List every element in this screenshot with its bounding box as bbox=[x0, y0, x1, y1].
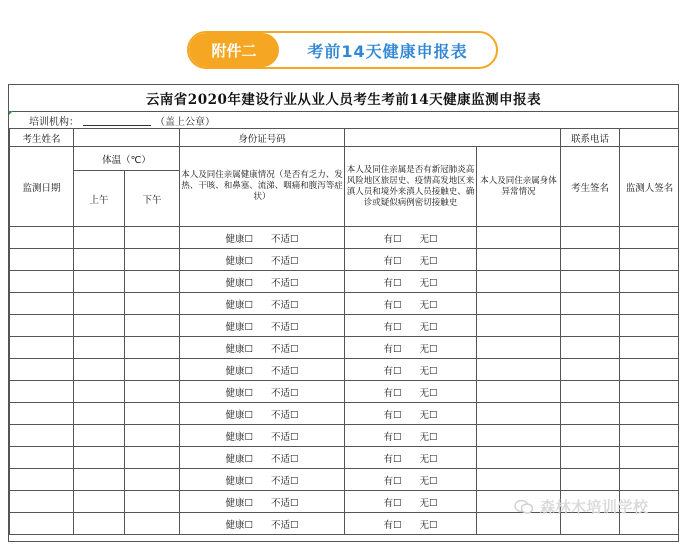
morning-temp-cell[interactable] bbox=[74, 491, 125, 513]
afternoon-temp-cell[interactable] bbox=[125, 249, 180, 271]
date-cell[interactable] bbox=[10, 359, 74, 381]
student-signature-cell[interactable] bbox=[561, 337, 620, 359]
unwell-checkbox[interactable]: 不适☐ bbox=[271, 277, 299, 289]
id-number-label: 身份证号码 bbox=[180, 129, 345, 147]
exposure-yes-checkbox[interactable]: 有☐ bbox=[383, 343, 402, 355]
date-cell[interactable] bbox=[10, 447, 74, 469]
cell-corner-marker bbox=[9, 111, 13, 115]
exposure-cell bbox=[345, 337, 477, 359]
health-status-cell bbox=[180, 381, 345, 403]
unwell-checkbox[interactable]: 不适☐ bbox=[271, 343, 299, 355]
candidate-info-row bbox=[10, 129, 680, 147]
morning-temp-cell[interactable] bbox=[74, 447, 125, 469]
abnormal-cell[interactable] bbox=[477, 337, 561, 359]
health-status-cell bbox=[180, 491, 345, 513]
morning-temp-cell[interactable] bbox=[74, 469, 125, 491]
morning-temp-cell[interactable] bbox=[74, 381, 125, 403]
afternoon-temp-cell[interactable] bbox=[125, 337, 180, 359]
abnormal-cell[interactable] bbox=[477, 359, 561, 381]
monitor-signature-cell[interactable] bbox=[620, 315, 680, 337]
official-seal-note: （盖上公章） bbox=[155, 116, 215, 128]
monitor-row bbox=[10, 249, 680, 271]
attachment-tag: 附件二 bbox=[189, 33, 279, 67]
exposure-cell bbox=[345, 469, 477, 491]
date-cell[interactable] bbox=[10, 469, 74, 491]
health-status-cell bbox=[180, 403, 345, 425]
monitor-signature-cell[interactable] bbox=[620, 293, 680, 315]
exposure-yes-checkbox[interactable]: 有☐ bbox=[383, 497, 402, 509]
exposure-cell bbox=[345, 249, 477, 271]
afternoon-temp-cell[interactable] bbox=[125, 403, 180, 425]
healthy-checkbox[interactable]: 健康☐ bbox=[225, 233, 253, 245]
abnormal-cell[interactable] bbox=[477, 403, 561, 425]
health-status-cell bbox=[180, 469, 345, 491]
monitor-signature-cell[interactable] bbox=[620, 271, 680, 293]
exposure-yes-checkbox[interactable]: 有☐ bbox=[383, 255, 402, 267]
date-cell[interactable] bbox=[10, 293, 74, 315]
student-signature-cell[interactable] bbox=[561, 271, 620, 293]
healthy-checkbox[interactable]: 健康☐ bbox=[225, 321, 253, 333]
abnormal-cell[interactable] bbox=[477, 315, 561, 337]
exposure-yes-checkbox[interactable]: 有☐ bbox=[383, 233, 402, 245]
candidate-name-label: 考生姓名 bbox=[10, 129, 74, 147]
exposure-cell bbox=[345, 491, 477, 513]
healthy-checkbox[interactable]: 健康☐ bbox=[225, 453, 253, 465]
exposure-yes-checkbox[interactable]: 有☐ bbox=[383, 431, 402, 443]
student-signature-cell[interactable] bbox=[561, 469, 620, 491]
training-org-label: 培训机构： bbox=[29, 116, 79, 128]
exposure-cell bbox=[345, 381, 477, 403]
monitor-date-header: 监测日期 bbox=[10, 147, 74, 227]
monitor-signature-cell[interactable] bbox=[620, 469, 680, 491]
exposure-no-checkbox[interactable]: 无☐ bbox=[419, 453, 438, 465]
health-status-cell bbox=[180, 227, 345, 249]
exposure-cell bbox=[345, 513, 477, 535]
monitor-row bbox=[10, 227, 680, 249]
healthy-checkbox[interactable]: 健康☐ bbox=[225, 519, 253, 531]
watermark-text: 森林木培训学校 bbox=[540, 498, 649, 516]
unwell-checkbox[interactable]: 不适☐ bbox=[271, 233, 299, 245]
unwell-checkbox[interactable]: 不适☐ bbox=[271, 497, 299, 509]
attachment-title: 考前14天健康申报表 bbox=[307, 41, 468, 61]
health-status-cell bbox=[180, 447, 345, 469]
afternoon-temp-cell[interactable] bbox=[125, 271, 180, 293]
student-signature-cell[interactable] bbox=[561, 403, 620, 425]
student-signature-cell[interactable] bbox=[561, 381, 620, 403]
health-report-form bbox=[8, 84, 679, 542]
afternoon-temp-cell[interactable] bbox=[125, 359, 180, 381]
afternoon-temp-cell[interactable] bbox=[125, 469, 180, 491]
unwell-checkbox[interactable]: 不适☐ bbox=[271, 519, 299, 531]
health-status-cell bbox=[180, 249, 345, 271]
afternoon-temp-cell[interactable] bbox=[125, 425, 180, 447]
candidate-name-field[interactable] bbox=[74, 129, 180, 147]
student-signature-cell[interactable] bbox=[561, 293, 620, 315]
exposure-no-checkbox[interactable]: 无☐ bbox=[419, 497, 438, 509]
exposure-yes-checkbox[interactable]: 有☐ bbox=[383, 277, 402, 289]
unwell-checkbox[interactable]: 不适☐ bbox=[271, 365, 299, 377]
monitor-signature-cell[interactable] bbox=[620, 403, 680, 425]
date-cell[interactable] bbox=[10, 425, 74, 447]
abnormal-cell[interactable] bbox=[477, 293, 561, 315]
phone-field[interactable] bbox=[620, 129, 680, 147]
unwell-checkbox[interactable]: 不适☐ bbox=[271, 475, 299, 487]
abnormal-cell[interactable] bbox=[477, 469, 561, 491]
exposure-no-checkbox[interactable]: 无☐ bbox=[419, 255, 438, 267]
morning-temp-cell[interactable] bbox=[74, 293, 125, 315]
monitor-signature-cell[interactable] bbox=[620, 249, 680, 271]
afternoon-header: 下午 bbox=[125, 171, 180, 227]
monitor-signature-cell[interactable] bbox=[620, 337, 680, 359]
student-signature-cell[interactable] bbox=[561, 315, 620, 337]
exposure-no-checkbox[interactable]: 无☐ bbox=[419, 431, 438, 443]
form-title: 云南省2020年建设行业从业人员考生考前14天健康监测申报表 bbox=[9, 85, 678, 112]
monitor-row bbox=[10, 359, 680, 381]
monitor-signature-cell[interactable] bbox=[620, 447, 680, 469]
morning-temp-cell[interactable] bbox=[74, 337, 125, 359]
monitor-row bbox=[10, 337, 680, 359]
date-cell[interactable] bbox=[10, 381, 74, 403]
exposure-yes-checkbox[interactable]: 有☐ bbox=[383, 299, 402, 311]
monitor-row bbox=[10, 271, 680, 293]
unwell-checkbox[interactable]: 不适☐ bbox=[271, 453, 299, 465]
healthy-checkbox[interactable]: 健康☐ bbox=[225, 409, 253, 421]
healthy-checkbox[interactable]: 健康☐ bbox=[225, 475, 253, 487]
afternoon-temp-cell[interactable] bbox=[125, 227, 180, 249]
student-signature-cell[interactable] bbox=[561, 359, 620, 381]
healthy-checkbox[interactable]: 健康☐ bbox=[225, 277, 253, 289]
health-status-cell bbox=[180, 293, 345, 315]
abnormal-condition-header: 本人及同住亲属身体异常情况 bbox=[477, 147, 561, 227]
abnormal-cell[interactable] bbox=[477, 381, 561, 403]
id-number-field[interactable] bbox=[345, 129, 561, 147]
afternoon-temp-cell[interactable] bbox=[125, 447, 180, 469]
exposure-no-checkbox[interactable]: 无☐ bbox=[419, 277, 438, 289]
exposure-cell bbox=[345, 271, 477, 293]
exposure-no-checkbox[interactable]: 无☐ bbox=[419, 321, 438, 333]
exposure-yes-checkbox[interactable]: 有☐ bbox=[383, 409, 402, 421]
header-row-1 bbox=[10, 147, 680, 171]
morning-temp-cell[interactable] bbox=[74, 425, 125, 447]
afternoon-temp-cell[interactable] bbox=[125, 513, 180, 535]
abnormal-cell[interactable] bbox=[477, 425, 561, 447]
morning-header: 上午 bbox=[74, 171, 125, 227]
monitor-signature-cell[interactable] bbox=[620, 359, 680, 381]
unwell-checkbox[interactable]: 不适☐ bbox=[271, 431, 299, 443]
monitor-row bbox=[10, 425, 680, 447]
exposure-yes-checkbox[interactable]: 有☐ bbox=[383, 519, 402, 531]
exposure-cell bbox=[345, 403, 477, 425]
healthy-checkbox[interactable]: 健康☐ bbox=[225, 365, 253, 377]
student-signature-cell[interactable] bbox=[561, 227, 620, 249]
monitor-row bbox=[10, 381, 680, 403]
exposure-cell bbox=[345, 359, 477, 381]
monitor-signature-cell[interactable] bbox=[620, 381, 680, 403]
date-cell[interactable] bbox=[10, 227, 74, 249]
wechat-watermark bbox=[514, 496, 649, 517]
date-cell[interactable] bbox=[10, 271, 74, 293]
date-cell[interactable] bbox=[10, 249, 74, 271]
health-status-cell bbox=[180, 513, 345, 535]
date-cell[interactable] bbox=[10, 337, 74, 359]
date-cell[interactable] bbox=[10, 491, 74, 513]
morning-temp-cell[interactable] bbox=[74, 359, 125, 381]
morning-temp-cell[interactable] bbox=[74, 227, 125, 249]
abnormal-cell[interactable] bbox=[477, 271, 561, 293]
abnormal-cell[interactable] bbox=[477, 447, 561, 469]
exposure-no-checkbox[interactable]: 无☐ bbox=[419, 409, 438, 421]
morning-temp-cell[interactable] bbox=[74, 249, 125, 271]
healthy-checkbox[interactable]: 健康☐ bbox=[225, 343, 253, 355]
student-signature-cell[interactable] bbox=[561, 249, 620, 271]
health-status-header: 本人及同住亲属健康情况（是否有乏力、发热、干咳、和鼻塞、流涕、咽痛和腹泻等症状） bbox=[180, 147, 345, 227]
exposure-cell bbox=[345, 447, 477, 469]
exposure-cell bbox=[345, 315, 477, 337]
attachment-header-pill bbox=[187, 31, 498, 69]
monitor-signature-cell[interactable] bbox=[620, 227, 680, 249]
monitor-row bbox=[10, 447, 680, 469]
morning-temp-cell[interactable] bbox=[74, 403, 125, 425]
health-status-cell bbox=[180, 315, 345, 337]
unwell-checkbox[interactable]: 不适☐ bbox=[271, 387, 299, 399]
exposure-no-checkbox[interactable]: 无☐ bbox=[419, 387, 438, 399]
student-signature-cell[interactable] bbox=[561, 425, 620, 447]
exposure-cell bbox=[345, 293, 477, 315]
student-signature-header: 考生签名 bbox=[561, 147, 620, 227]
date-cell[interactable] bbox=[10, 513, 74, 535]
student-signature-cell[interactable] bbox=[561, 447, 620, 469]
morning-temp-cell[interactable] bbox=[74, 271, 125, 293]
date-cell[interactable] bbox=[10, 315, 74, 337]
exposure-yes-checkbox[interactable]: 有☐ bbox=[383, 387, 402, 399]
temperature-header: 体温（℃） bbox=[74, 147, 180, 171]
morning-temp-cell[interactable] bbox=[74, 315, 125, 337]
monitor-signature-cell[interactable] bbox=[620, 425, 680, 447]
afternoon-temp-cell[interactable] bbox=[125, 491, 180, 513]
healthy-checkbox[interactable]: 健康☐ bbox=[225, 255, 253, 267]
monitor-signature-header: 监测人签名 bbox=[620, 147, 680, 227]
exposure-history-header: 本人及同住亲属是否有新冠肺炎高风险地区旅居史、疫情高发地区来滇人员和境外来滇人员接触史、确诊或疑似病例密切接触史 bbox=[345, 147, 477, 227]
exposure-no-checkbox[interactable]: 无☐ bbox=[419, 233, 438, 245]
afternoon-temp-cell[interactable] bbox=[125, 293, 180, 315]
training-org-blank bbox=[83, 115, 151, 126]
healthy-checkbox[interactable]: 健康☐ bbox=[225, 299, 253, 311]
abnormal-cell[interactable] bbox=[477, 249, 561, 271]
morning-temp-cell[interactable] bbox=[74, 513, 125, 535]
healthy-checkbox[interactable]: 健康☐ bbox=[225, 387, 253, 399]
exposure-no-checkbox[interactable]: 无☐ bbox=[419, 365, 438, 377]
report-table bbox=[9, 128, 679, 535]
date-cell[interactable] bbox=[10, 403, 74, 425]
healthy-checkbox[interactable]: 健康☐ bbox=[225, 431, 253, 443]
exposure-cell bbox=[345, 227, 477, 249]
phone-label: 联系电话 bbox=[561, 129, 620, 147]
exposure-cell bbox=[345, 425, 477, 447]
exposure-no-checkbox[interactable]: 无☐ bbox=[419, 343, 438, 355]
monitor-row bbox=[10, 293, 680, 315]
exposure-yes-checkbox[interactable]: 有☐ bbox=[383, 365, 402, 377]
unwell-checkbox[interactable]: 不适☐ bbox=[271, 299, 299, 311]
unwell-checkbox[interactable]: 不适☐ bbox=[271, 409, 299, 421]
monitor-row bbox=[10, 403, 680, 425]
unwell-checkbox[interactable]: 不适☐ bbox=[271, 255, 299, 267]
afternoon-temp-cell[interactable] bbox=[125, 315, 180, 337]
exposure-yes-checkbox[interactable]: 有☐ bbox=[383, 453, 402, 465]
afternoon-temp-cell[interactable] bbox=[125, 381, 180, 403]
abnormal-cell[interactable] bbox=[477, 227, 561, 249]
exposure-no-checkbox[interactable]: 无☐ bbox=[419, 299, 438, 311]
wechat-icon bbox=[514, 499, 534, 515]
training-org-line bbox=[9, 112, 678, 128]
unwell-checkbox[interactable]: 不适☐ bbox=[271, 321, 299, 333]
exposure-no-checkbox[interactable]: 无☐ bbox=[419, 475, 438, 487]
exposure-no-checkbox[interactable]: 无☐ bbox=[419, 519, 438, 531]
monitor-row bbox=[10, 315, 680, 337]
health-status-cell bbox=[180, 425, 345, 447]
monitor-row bbox=[10, 469, 680, 491]
healthy-checkbox[interactable]: 健康☐ bbox=[225, 497, 253, 509]
health-status-cell bbox=[180, 271, 345, 293]
health-status-cell bbox=[180, 359, 345, 381]
exposure-yes-checkbox[interactable]: 有☐ bbox=[383, 321, 402, 333]
health-status-cell bbox=[180, 337, 345, 359]
exposure-yes-checkbox[interactable]: 有☐ bbox=[383, 475, 402, 487]
